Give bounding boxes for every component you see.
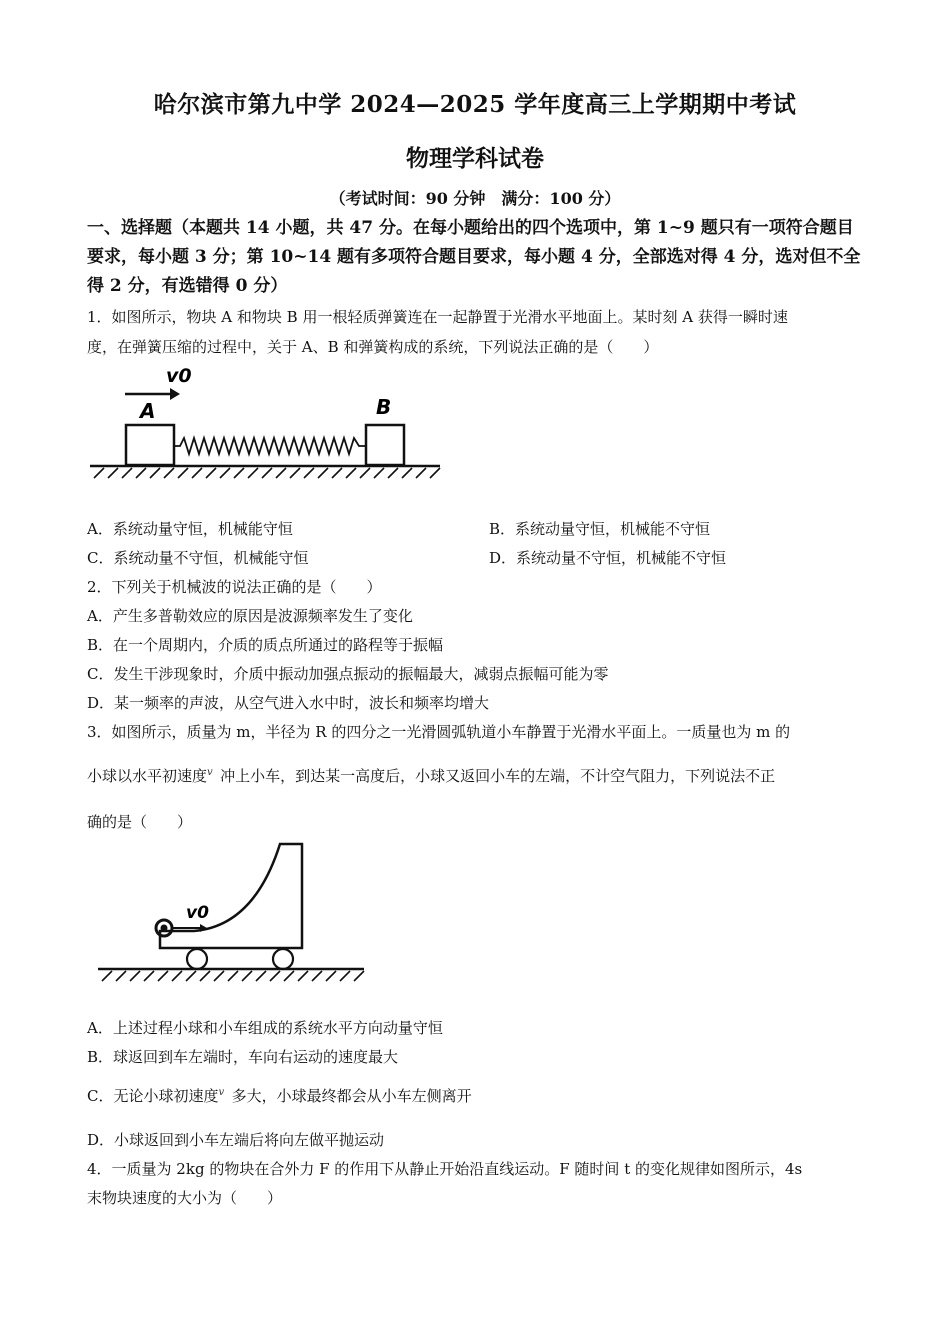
exam-info: （考试时间：90 分钟 满分：100 分） [329, 189, 621, 208]
q3-stem-line2a: 小球以水平初速度 [87, 767, 208, 785]
q1-block-a-label: A [140, 399, 156, 423]
q2-option-d[interactable]: D．某一频率的声波，从空气进入水中时，波长和频率均增大 [87, 694, 490, 712]
q2-option-b[interactable]: B．在一个周期内，介质的质点所通过的路程等于振幅 [87, 636, 444, 654]
q3-option-d[interactable]: D．小球返回到小车左端后将向左做平抛运动 [87, 1131, 385, 1149]
q1-block-b-label: B [376, 395, 392, 419]
exam-subtitle: 物理学科试卷 [406, 145, 544, 172]
q3-option-c-part1: C．无论小球初速度 [87, 1087, 219, 1105]
ground-hatch [94, 468, 440, 478]
q2-stem: 2．下列关于机械波的说法正确的是（ ） [87, 578, 382, 596]
q3-v-symbol: v [207, 767, 213, 778]
wheel-left [187, 949, 207, 969]
q3-figure [94, 838, 372, 986]
cart-body [160, 844, 302, 948]
exam-title: 哈尔滨市第九中学 2024—2025 学年度高三上学期期中考试 [153, 91, 797, 118]
block-a [126, 425, 174, 465]
q3-ground-hatch [102, 971, 364, 981]
q1-v0-label: v0 [166, 365, 192, 387]
q3-stem-line3: 确的是（ ） [87, 813, 193, 831]
v0-arrow-head [170, 388, 180, 400]
section-heading: 一、选择题（本题共 14 小题，共 47 分。在每小题给出的四个选项中，第 1~9 题只有一项符合题目要求，每小题 3 分；第 10~14 题有多项符合题目要求，每小题 4 分，全部选对得 4 分，选对但不全得 2 分，有选错得 0 分） [87, 218, 861, 296]
wheel-right [273, 949, 293, 969]
q4-stem-line2: 末物块速度的大小为（ ） [87, 1189, 283, 1207]
q1-option-d[interactable]: D．系统动量不守恒，机械能不守恒 [489, 549, 727, 567]
q3-v0-label: v0 [186, 903, 209, 923]
q1-option-b[interactable]: B．系统动量守恒，机械能不守恒 [489, 520, 711, 538]
q3-option-c-v-symbol: v [218, 1087, 225, 1098]
spring [174, 438, 366, 454]
q3-stem-line2b: 冲上小车，到达某一高度后，小球又返回小车的左端，不计空气阻力，下列说法不正 [220, 767, 776, 785]
q3-stem-line1: 3．如图所示，质量为 m，半径为 R 的四分之一光滑圆弧轨道小车静置于光滑水平面上。一质量也为 m 的 [87, 723, 791, 741]
ball-center [161, 925, 168, 932]
q2-option-c[interactable]: C．发生干涉现象时，介质中振动加强点振动的振幅最大，减弱点振幅可能为零 [87, 665, 609, 683]
block-b [366, 425, 404, 465]
q2-option-a[interactable]: A．产生多普勒效应的原因是波源频率发生了变化 [87, 607, 413, 625]
q4-stem-line1: 4．一质量为 2kg 的物块在合外力 F 的作用下从静止开始沿直线运动。F 随时间 t 的变化规律如图所示，4s [87, 1160, 803, 1178]
q1-stem-line1: 1．如图所示，物块 A 和物块 B 用一根轻质弹簧连在一起静置于光滑水平地面上。某时刻 A 获得一瞬时速 [87, 308, 788, 326]
q3-option-b[interactable]: B．球返回到车左端时，车向右运动的速度最大 [87, 1048, 399, 1066]
q3-option-a[interactable]: A．上述过程小球和小车组成的系统水平方向动量守恒 [87, 1019, 443, 1037]
q1-option-c[interactable]: C．系统动量不守恒，机械能守恒 [87, 549, 309, 567]
q1-option-a[interactable]: A．系统动量守恒，机械能守恒 [87, 520, 293, 538]
q1-figure [88, 362, 448, 484]
q1-stem-line2: 度，在弹簧压缩的过程中，关于 A、B 和弹簧构成的系统，下列说法正确的是（ ） [87, 338, 659, 356]
q3-stem-line2 [87, 765, 775, 786]
q3-option-c[interactable] [87, 1085, 472, 1106]
q3-option-c-part2: 多大，小球最终都会从小车左侧离开 [231, 1087, 472, 1105]
